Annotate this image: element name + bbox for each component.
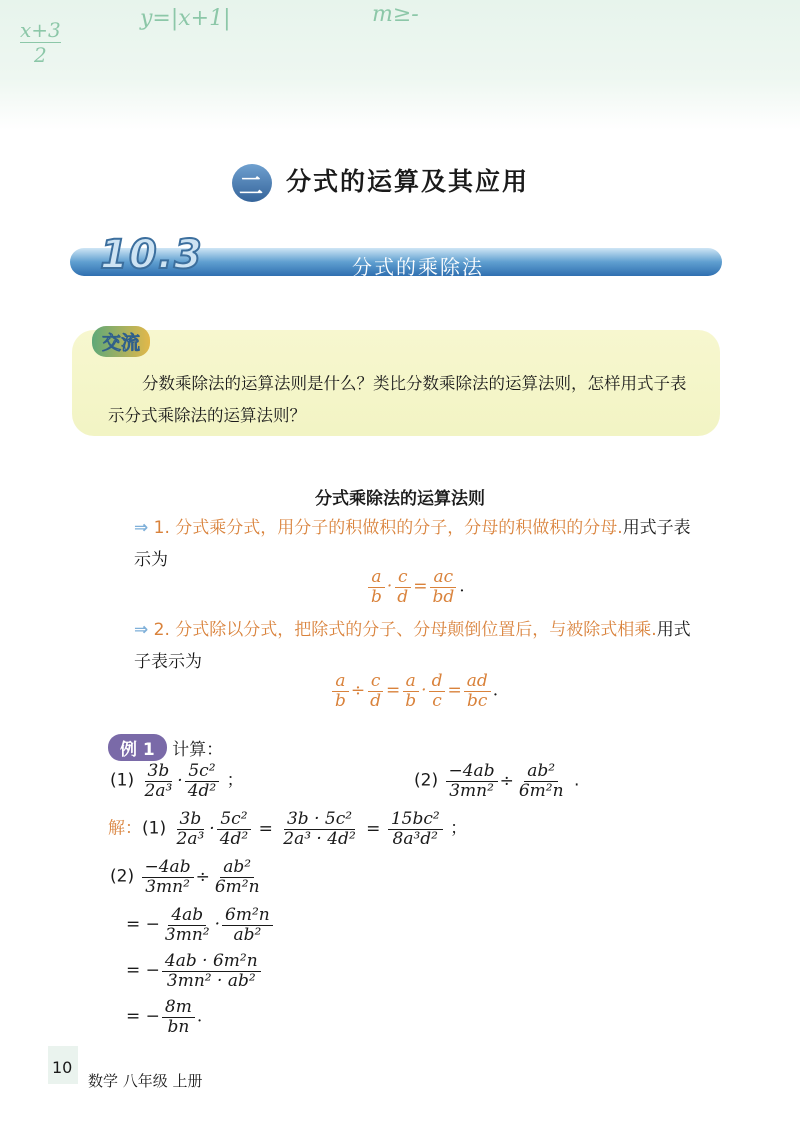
lesson-title: 分式的乘除法 xyxy=(352,255,484,279)
discuss-text-body: 分数乘除法的运算法则是什么？类比分数乘除法的运算法则，怎样用式子表示分式乘除法的运算法则？ xyxy=(108,374,687,425)
solution-2-start: (2) $\frac{-4ab}{\text{3mn²}}$ ÷ $\frac{\text{ab²}}{\text{6m²n}}$ xyxy=(110,857,260,897)
section-title-text: 分式的运算及其应用 xyxy=(286,167,530,196)
lesson-banner xyxy=(70,232,722,280)
discuss-text xyxy=(108,368,698,432)
example-header xyxy=(108,734,223,761)
rule-2-formula: $\frac{a}{b}$ ÷ $\frac{c}{d}$ = $\frac{a}{b}$ · $\frac{d}{c}$ = $\frac{ad}{bc}$ . xyxy=(330,672,498,710)
rule-1-formula: $\frac{a}{b}$ · $\frac{c}{d}$ = $\frac{ac}{bd}$ . xyxy=(366,568,465,606)
example-tag: 例 1 xyxy=(108,734,167,761)
scribble-ineq: m≥- xyxy=(372,2,419,27)
rule-2 xyxy=(134,614,694,678)
scribble-fraction: x+3 2 xyxy=(20,18,61,67)
book-title: 数学 八年级 上册 xyxy=(88,1072,203,1090)
scribble-abs: y=|x+1| xyxy=(140,6,231,31)
problem-1: (1) $\frac{3b}{\text{2a³}}$ · $\frac{\text{5c²}}{\text{4d²}}$ ； xyxy=(110,761,244,801)
rule-2-text: 2. 分式除以分式，把除式的分子、分母颠倒位置后，与被除式相乘. xyxy=(153,620,657,640)
solution-2-step-2: = − $\frac{\text{4ab · 6m²n}}{\text{3mn² · ab²}}$ xyxy=(126,952,263,990)
discuss-tag: 交流 xyxy=(92,326,150,357)
rule-1-suffix: 用式子表示为 xyxy=(134,518,691,570)
rule-1-text: 1. 分式乘分式，用分子的积做积的分子，分母的积做积的分母. xyxy=(153,518,623,538)
solution-label: 解： xyxy=(108,818,142,839)
solution-2-step-3: = − $\frac{8m}{bn}$ . xyxy=(126,997,203,1037)
section-title xyxy=(232,162,529,202)
section-number: 二 xyxy=(232,164,272,202)
rule-2-suffix: 用式子表示为 xyxy=(134,620,691,672)
arrow-icon: ⇒ xyxy=(134,620,149,640)
page-number: 10 xyxy=(52,1058,73,1077)
arrow-icon: ⇒ xyxy=(134,518,149,538)
lesson-number: 10.3 xyxy=(100,232,203,278)
solution-2-step-1: = − $\frac{4ab}{\text{3mn²}}$ · $\frac{\text{6m²n}}{\text{ab²}}$ xyxy=(126,906,275,944)
problem-2: (2) $\frac{-4ab}{\text{3mn²}}$ ÷ $\frac{\text{ab²}}{\text{6m²n}}$ . xyxy=(414,761,580,801)
solution-1: 解：(1) $\frac{3b}{\text{2a³}}$ · $\frac{\text{5c²}}{\text{4d²}}$ = $\frac{\text{3b · 5c²}}{\text{2a³ · 4d²}}$ = $\frac{\text{15bc²}}{\text{8a³d²}}$ ； xyxy=(108,809,468,849)
example-prompt: 计算： xyxy=(172,740,224,760)
rule-1 xyxy=(134,512,694,576)
rules-title: 分式乘除法的运算法则 xyxy=(315,489,485,509)
